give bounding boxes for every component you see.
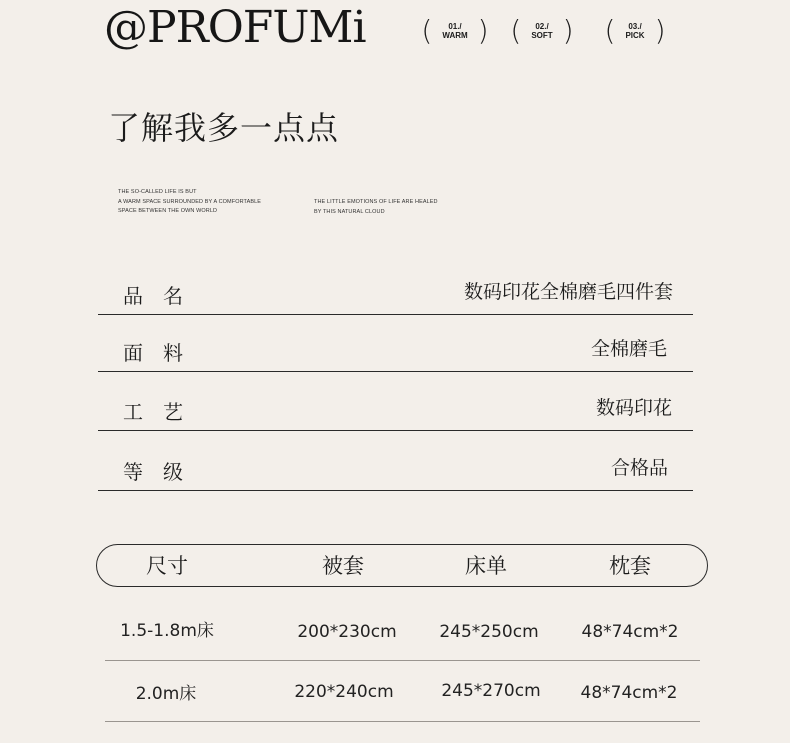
size-header-cell: 尺寸 [146,554,188,578]
bracket-right-icon: ) [477,14,489,47]
bracket-left-icon: ( [421,14,433,47]
spec-value: 全棉磨毛 [590,338,667,360]
bracket-left-icon: ( [510,14,522,47]
quote-line: THE SO-CALLED LIFE IS BUT [118,189,197,195]
nav-tag-number: 01./ [448,22,462,31]
quote-block-1 [118,188,261,217]
bracket-left-icon: ( [604,14,616,47]
size-cell: 245*270cm [441,681,541,701]
spec-value: 合格品 [610,457,668,479]
spec-label: 品名 [123,284,203,308]
spec-row-grade [98,446,693,491]
quote-line: THE LITTLE EMOTIONS OF LIFE ARE HEALED [314,199,438,205]
nav-tag-label: SOFT [531,31,553,40]
spec-row-fabric [98,327,693,372]
nav-tag-number: 03./ [628,22,642,31]
quote-block-2 [314,198,438,217]
spec-row-craft [98,386,693,431]
size-header-cell: 被套 [322,554,364,578]
quote-line: BY THIS NATURAL CLOUD [314,208,385,215]
spec-value: 数码印花 [595,397,672,419]
size-table-row [105,600,700,661]
nav-tag-warm[interactable] [421,16,489,46]
spec-row-name [98,270,693,315]
size-table-header [96,544,708,587]
nav-tag-pick[interactable] [601,16,669,46]
size-cell: 48*74cm*2 [580,683,678,703]
size-cell: 220*240cm [294,682,394,702]
spec-value: 数码印花全棉磨毛四件套 [463,281,673,303]
spec-label: 等级 [123,460,203,484]
size-header-cell: 床单 [465,554,507,578]
bracket-right-icon: ) [562,14,574,47]
quote-line: SPACE BETWEEN THE OWN WORLD [118,208,218,214]
size-header-cell: 枕套 [609,554,651,578]
size-cell: 2.0m床 [135,684,197,704]
size-cell: 245*250cm [439,622,539,642]
size-cell: 200*230cm [297,622,397,642]
page-title: 了解我多一点点 [108,109,340,147]
brand-logo: @PROFUMi [104,2,366,53]
quote-line: A WARM SPACE SURROUNDED BY A COMFORTABLE [118,198,262,205]
size-cell: 1.5-1.8m床 [120,621,214,641]
size-table-row [105,661,700,722]
spec-label: 工艺 [123,400,203,424]
nav-tag-label: PICK [625,31,645,40]
nav-tag-number: 02./ [535,22,549,31]
spec-label: 面料 [123,341,203,365]
size-cell: 48*74cm*2 [581,622,679,642]
nav-tag-soft[interactable] [508,16,576,46]
bracket-right-icon: ) [654,14,666,47]
nav-tag-label: WARM [442,31,468,40]
